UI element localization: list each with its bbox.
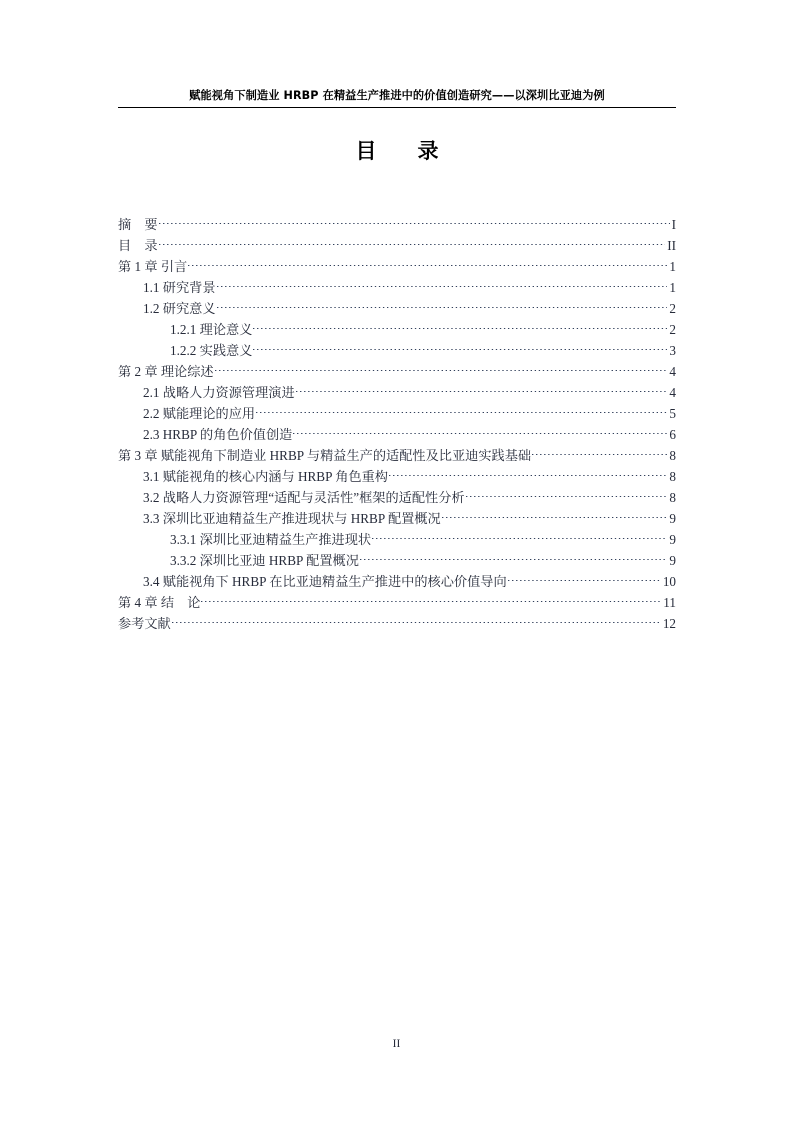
toc-entry-page-number: I <box>671 217 676 232</box>
toc-entry[interactable] <box>118 229 676 253</box>
toc-entry-page-number: 1 <box>669 280 676 295</box>
running-header-text: 赋能视角下制造业 HRBP 在精益生产推进中的价值创造研究——以深圳比亚迪为例 <box>189 89 605 102</box>
footer-page-number: II <box>392 1038 401 1050</box>
running-header <box>118 88 676 108</box>
toc-entry-page-number: 2 <box>669 322 676 337</box>
toc-dot-leader <box>217 271 668 292</box>
toc-entry-label: 2.1 战略人力资源管理演进 <box>143 385 295 400</box>
toc-entry-page-number: 1 <box>669 259 676 274</box>
toc-entry-label: 3.3 深圳比亚迪精益生产推进现状与 HRBP 配置概况 <box>143 511 441 526</box>
toc-entry[interactable] <box>118 271 676 295</box>
toc-dot-leader <box>508 565 661 586</box>
page-title: 目 录 <box>355 139 449 163</box>
toc-entry-label: 参考文献 <box>118 616 171 631</box>
toc-entry-label: 目 录 <box>118 238 158 253</box>
toc-entry-page-number: 8 <box>669 490 676 505</box>
toc-entry-page-number: 8 <box>669 469 676 484</box>
toc-dot-leader <box>256 397 667 418</box>
toc-entry[interactable] <box>118 250 676 274</box>
toc-entry[interactable] <box>118 607 676 631</box>
toc-entry-page-number: 5 <box>669 406 676 421</box>
toc-dot-leader <box>360 544 667 565</box>
toc-dot-leader <box>217 292 668 313</box>
toc-entry-label: 摘 要 <box>118 217 158 232</box>
toc-entry-page-number: 8 <box>669 448 676 463</box>
toc-entry-page-number: 9 <box>669 532 676 547</box>
toc-dot-leader <box>293 418 667 439</box>
toc-entry-page-number: 12 <box>662 616 676 631</box>
toc-dot-leader <box>389 460 667 481</box>
table-of-contents <box>118 208 676 631</box>
toc-entry-label: 3.4 赋能视角下 HRBP 在比亚迪精益生产推进中的核心价值导向 <box>143 574 507 589</box>
toc-entry-label: 3.2 战略人力资源管理“适配与灵活性”框架的适配性分析 <box>143 490 465 505</box>
toc-dot-leader <box>442 502 668 523</box>
toc-dot-leader <box>253 334 667 355</box>
toc-dot-leader <box>372 523 667 544</box>
toc-entry-page-number: 9 <box>669 553 676 568</box>
toc-entry-page-number: 11 <box>663 595 676 610</box>
toc-dot-leader <box>172 607 661 628</box>
running-header-rule <box>118 107 676 108</box>
toc-dot-leader <box>201 586 661 607</box>
toc-entry-page-number: 9 <box>669 511 676 526</box>
toc-dot-leader <box>296 376 668 397</box>
toc-entry-page-number: 10 <box>662 574 676 589</box>
toc-entry-label: 第 3 章 赋能视角下制造业 HRBP 与精益生产的适配性及比亚迪实践基础 <box>118 448 532 463</box>
toc-entry-page-number: 2 <box>669 301 676 316</box>
toc-entry-label: 1.1 研究背景 <box>143 280 216 295</box>
toc-entry-page-number: 4 <box>669 385 676 400</box>
toc-entry-label: 1.2 研究意义 <box>143 301 216 316</box>
toc-dot-leader <box>159 208 670 229</box>
toc-dot-leader <box>532 439 667 460</box>
toc-entry-label: 2.3 HRBP 的角色价值创造 <box>143 427 293 442</box>
toc-entry-page-number: 6 <box>669 427 676 442</box>
toc-entry-label: 3.3.1 深圳比亚迪精益生产推进现状 <box>170 532 372 547</box>
toc-dot-leader <box>466 481 668 502</box>
toc-entry[interactable] <box>118 586 676 610</box>
toc-entry-label: 1.2.2 实践意义 <box>170 343 253 358</box>
toc-entry-label: 3.1 赋能视角的核心内涵与 HRBP 角色重构 <box>143 469 388 484</box>
toc-entry-label: 第 4 章 结 论 <box>118 595 201 610</box>
toc-entry-page-number: 3 <box>669 343 676 358</box>
toc-entry-label: 第 1 章 引言 <box>118 259 188 274</box>
toc-entry-label: 2.2 赋能理论的应用 <box>143 406 256 421</box>
toc-dot-leader <box>215 355 668 376</box>
toc-dot-leader <box>159 229 666 250</box>
toc-dot-leader <box>253 313 667 334</box>
toc-entry[interactable] <box>118 208 676 232</box>
toc-entry-page-number: II <box>667 238 676 253</box>
toc-dot-leader <box>188 250 667 271</box>
toc-entry-label: 第 2 章 理论综述 <box>118 364 214 379</box>
toc-entry-label: 3.3.2 深圳比亚迪 HRBP 配置概况 <box>170 553 359 568</box>
toc-entry-label: 1.2.1 理论意义 <box>170 322 253 337</box>
toc-entry-page-number: 4 <box>669 364 676 379</box>
